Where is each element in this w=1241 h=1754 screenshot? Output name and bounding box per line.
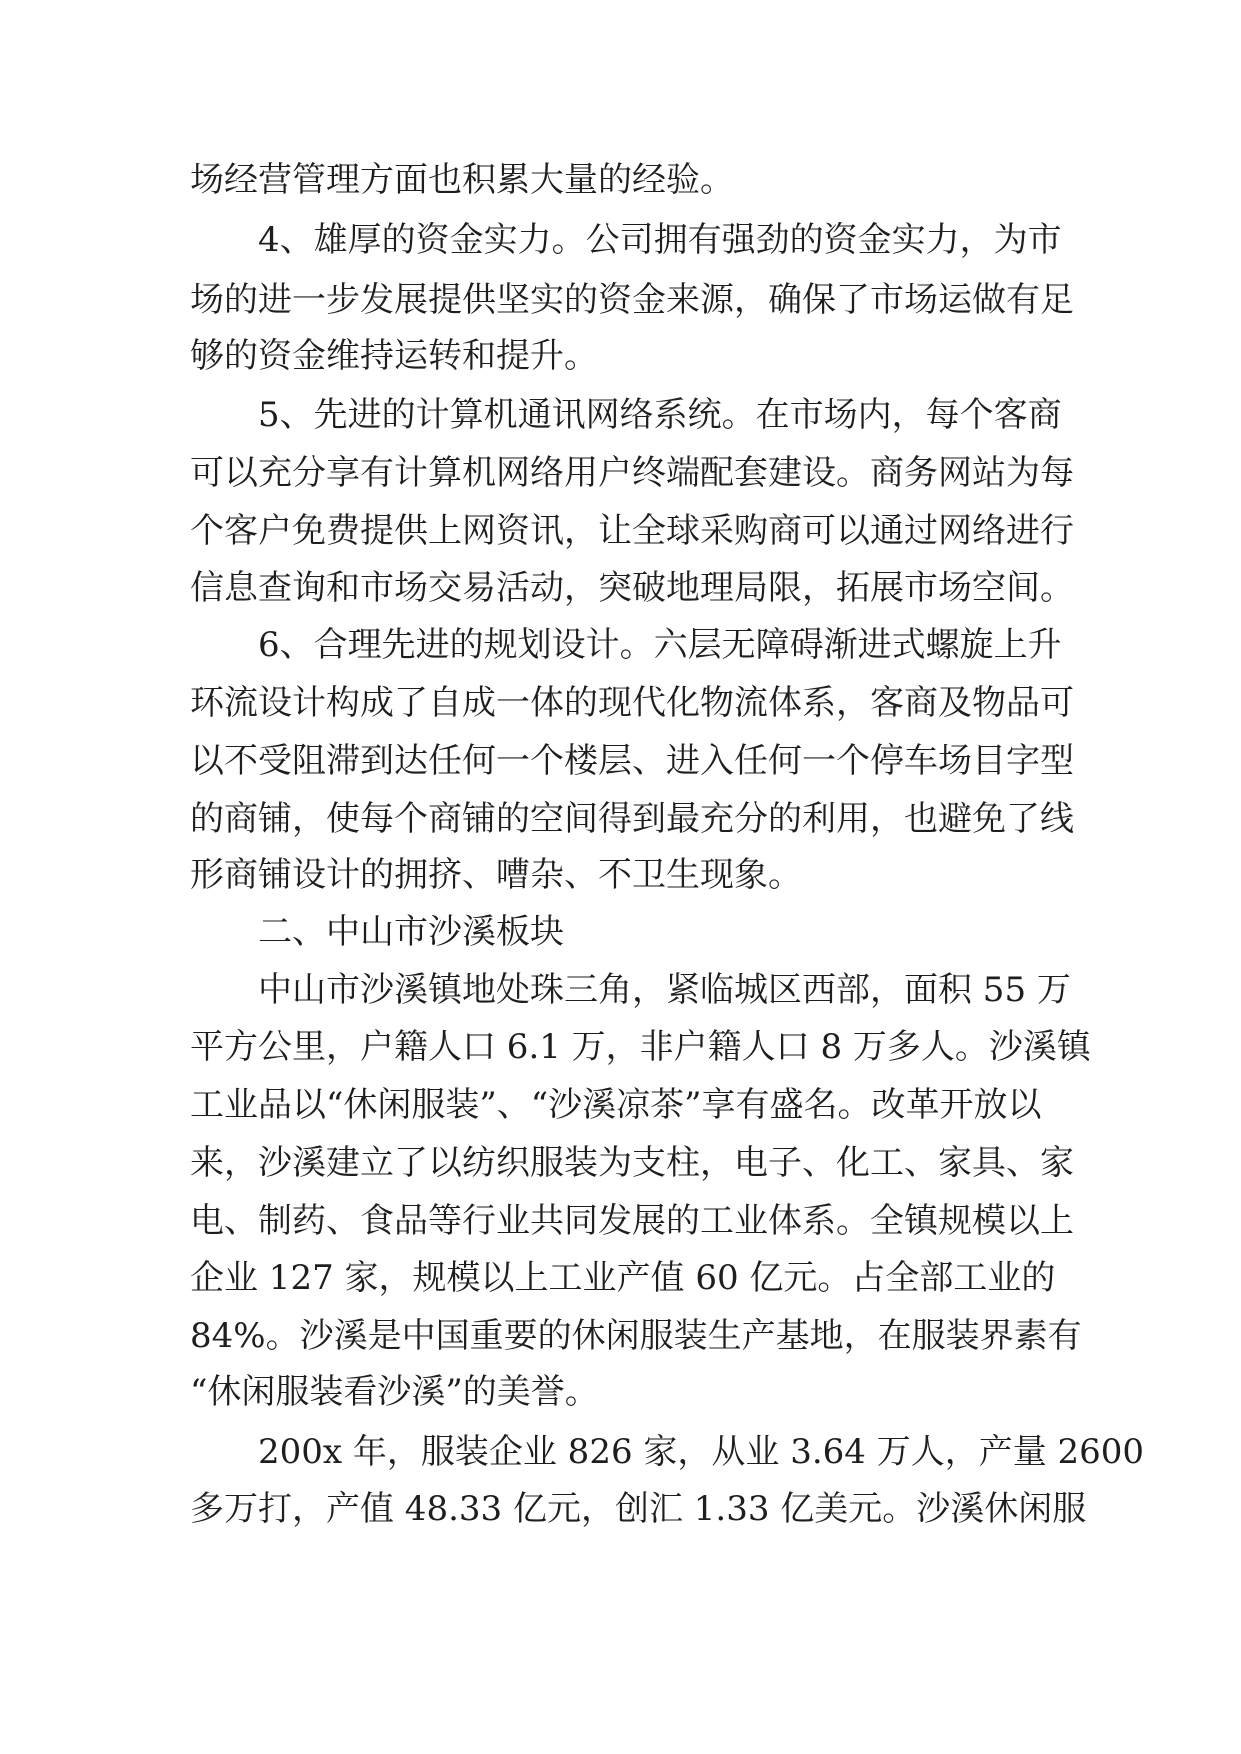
text-line: “休闲服装看沙溪”的美誉。 xyxy=(190,1372,599,1412)
text-line: 工业品以“休闲服装”、“沙溪凉茶”享有盛名。改革开放以 xyxy=(190,1085,1042,1125)
text-line: 200x 年，服装企业 826 家，从业 3.64 万人，产量 2600 xyxy=(258,1432,1145,1472)
text-line: 来，沙溪建立了以纺织服装为支柱，电子、化工、家具、家 xyxy=(190,1143,1074,1183)
text-line: 平方公里，户籍人口 6.1 万，非户籍人口 8 万多人。沙溪镇 xyxy=(190,1027,1091,1067)
text-line: 4、雄厚的资金实力。公司拥有强劲的资金实力，为市 xyxy=(258,220,1062,260)
text-line: 企业 127 家，规模以上工业产值 60 亿元。占全部工业的 xyxy=(190,1258,1056,1298)
text-line: 84%。沙溪是中国重要的休闲服装生产基地，在服装界素有 xyxy=(190,1316,1082,1356)
text-line: 电、制药、食品等行业共同发展的工业体系。全镇规模以上 xyxy=(190,1201,1074,1241)
text-line: 多万打，产值 48.33 亿元，创汇 1.33 亿美元。沙溪休闲服 xyxy=(190,1489,1087,1529)
text-line: 信息查询和市场交易活动，突破地理局限，拓展市场空间。 xyxy=(190,568,1074,608)
text-line: 够的资金维持运转和提升。 xyxy=(190,336,598,376)
text-line: 中山市沙溪镇地处珠三角，紧临城区西部，面积 55 万 xyxy=(258,970,1071,1010)
text-line: 形商铺设计的拥挤、嘈杂、不卫生现象。 xyxy=(190,855,802,895)
text-line: 的商铺，使每个商铺的空间得到最充分的利用，也避免了线 xyxy=(190,799,1074,839)
text-line: 以不受阻滞到达任何一个楼层、进入任何一个停车场目字型 xyxy=(190,741,1074,781)
text-line: 6、合理先进的规划设计。六层无障碍渐进式螺旋上升 xyxy=(258,625,1062,665)
text-line: 个客户免费提供上网资讯，让全球采购商可以通过网络进行 xyxy=(190,511,1074,551)
text-line: 可以充分享有计算机网络用户终端配套建设。商务网站为每 xyxy=(190,453,1074,493)
text-line: 场经营管理方面也积累大量的经验。 xyxy=(190,160,734,200)
text-line: 场的进一步发展提供坚实的资金来源，确保了市场运做有足 xyxy=(190,280,1074,320)
section-heading: 二、中山市沙溪板块 xyxy=(258,912,564,952)
text-line: 5、先进的计算机通讯网络系统。在市场内，每个客商 xyxy=(258,395,1062,435)
text-line: 环流设计构成了自成一体的现代化物流体系，客商及物品可 xyxy=(190,683,1074,723)
